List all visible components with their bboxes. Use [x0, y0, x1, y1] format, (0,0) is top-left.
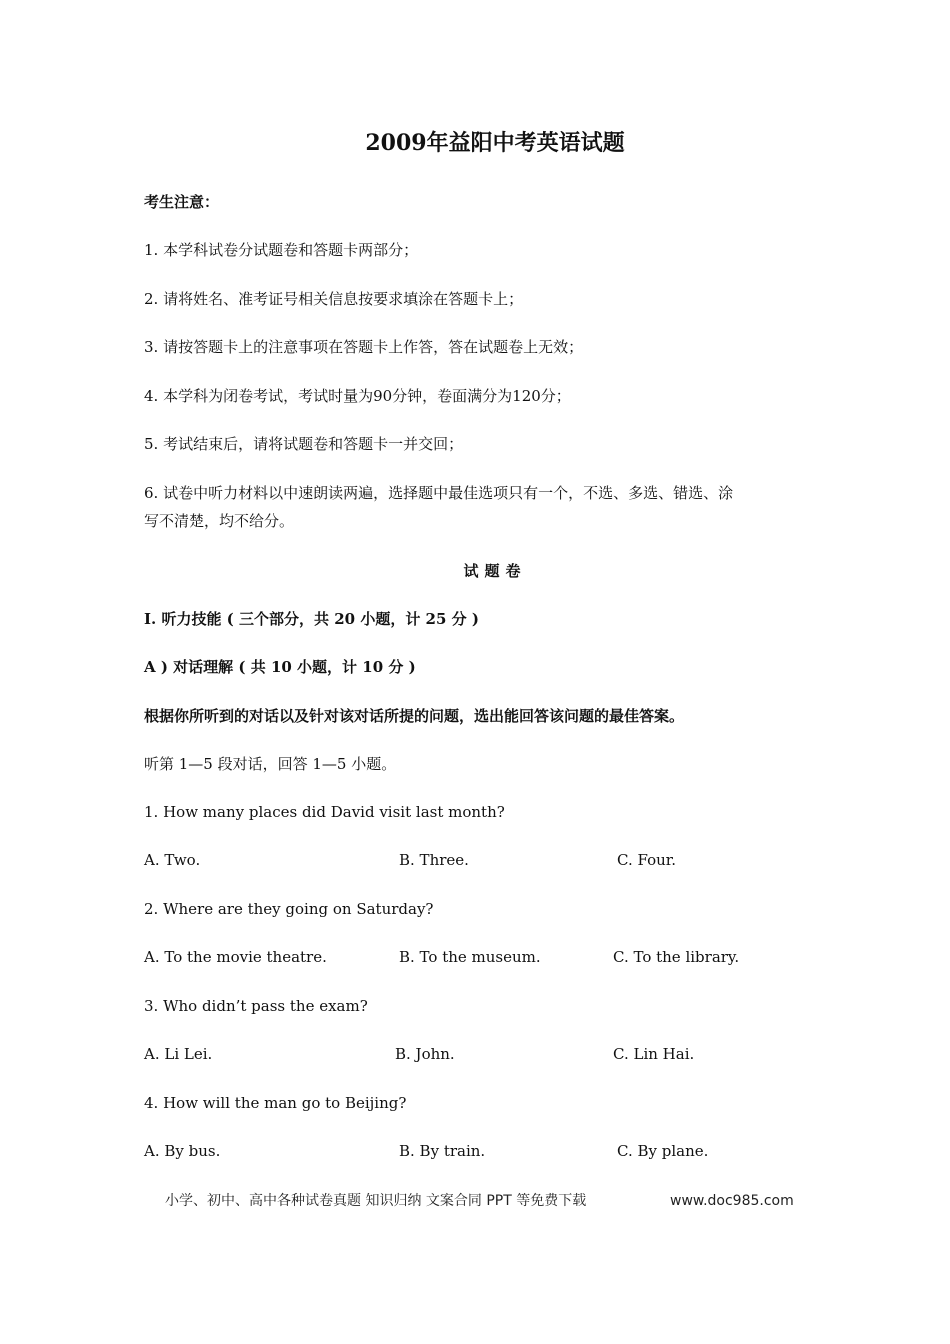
q2-option-b: B. To the museum. — [399, 948, 541, 966]
footer-text: 小学、初中、高中各种试卷真题 知识归纳 文案合同 PPT 等免费下载 — [165, 1193, 587, 1209]
question-3: 3. Who didn’t pass the exam? — [144, 997, 368, 1015]
q1-option-b: B. Three. — [399, 851, 469, 869]
question-1: 1. How many places did David visit last month? — [144, 803, 505, 821]
footer-link[interactable]: www.doc985.com — [670, 1193, 794, 1209]
notice-item-6: 6. 试卷中听力材料以中速朗读两遍，选择题中最佳选项只有一个，不选、多选、错选、涂 — [144, 484, 734, 502]
notice-item-3: 3. 请按答题卡上的注意事项在答题卡上作答，答在试题卷上无效； — [144, 338, 584, 356]
notice-item-1: 1. 本学科试卷分试题卷和答题卡两部分； — [144, 241, 419, 259]
q4-option-b: B. By train. — [399, 1142, 486, 1160]
page-title: 2009年益阳中考英语试题 — [365, 130, 625, 156]
listen-note: 听第 1—5 段对话，回答 1—5 小题。 — [144, 755, 397, 773]
q2-option-c: C. To the library. — [613, 948, 740, 966]
question-4: 4. How will the man go to Beijing? — [144, 1094, 407, 1112]
q3-option-a: A. Li Lei. — [144, 1045, 213, 1063]
notice-item-5: 5. 考试结束后，请将试题卷和答题卡一并交回； — [144, 435, 464, 453]
question-2: 2. Where are they going on Saturday? — [144, 900, 434, 918]
q1-option-c: C. Four. — [617, 851, 677, 869]
q3-option-c: C. Lin Hai. — [613, 1045, 695, 1063]
q1-option-a: A. Two. — [144, 851, 201, 869]
notice-item-4: 4. 本学科为闭卷考试，考试时量为90分钟，卷面满分为120分； — [144, 387, 571, 405]
section-title: 试题卷 — [463, 562, 527, 580]
q4-option-c: C. By plane. — [617, 1142, 709, 1160]
q3-option-b: B. John. — [395, 1045, 455, 1063]
notice-item-2: 2. 请将姓名、准考证号相关信息按要求填涂在答题卡上； — [144, 290, 524, 308]
q2-option-a: A. To the movie theatre. — [144, 948, 327, 966]
q4-option-a: A. By bus. — [144, 1142, 221, 1160]
part1-instruction: 根据你所听到的对话以及针对该对话所提的问题，选出能回答该问题的最佳答案。 — [144, 707, 685, 725]
notice-heading: 考生注意： — [144, 193, 220, 211]
notice-item-6-cont: 写不清楚，均不给分。 — [144, 512, 295, 530]
part1-heading: I. 听力技能 ( 三个部分，共 20 小题，计 25 分 ) — [144, 610, 479, 628]
part1-sub-a: A ) 对话理解 ( 共 10 小题，计 10 分 ) — [144, 658, 416, 676]
